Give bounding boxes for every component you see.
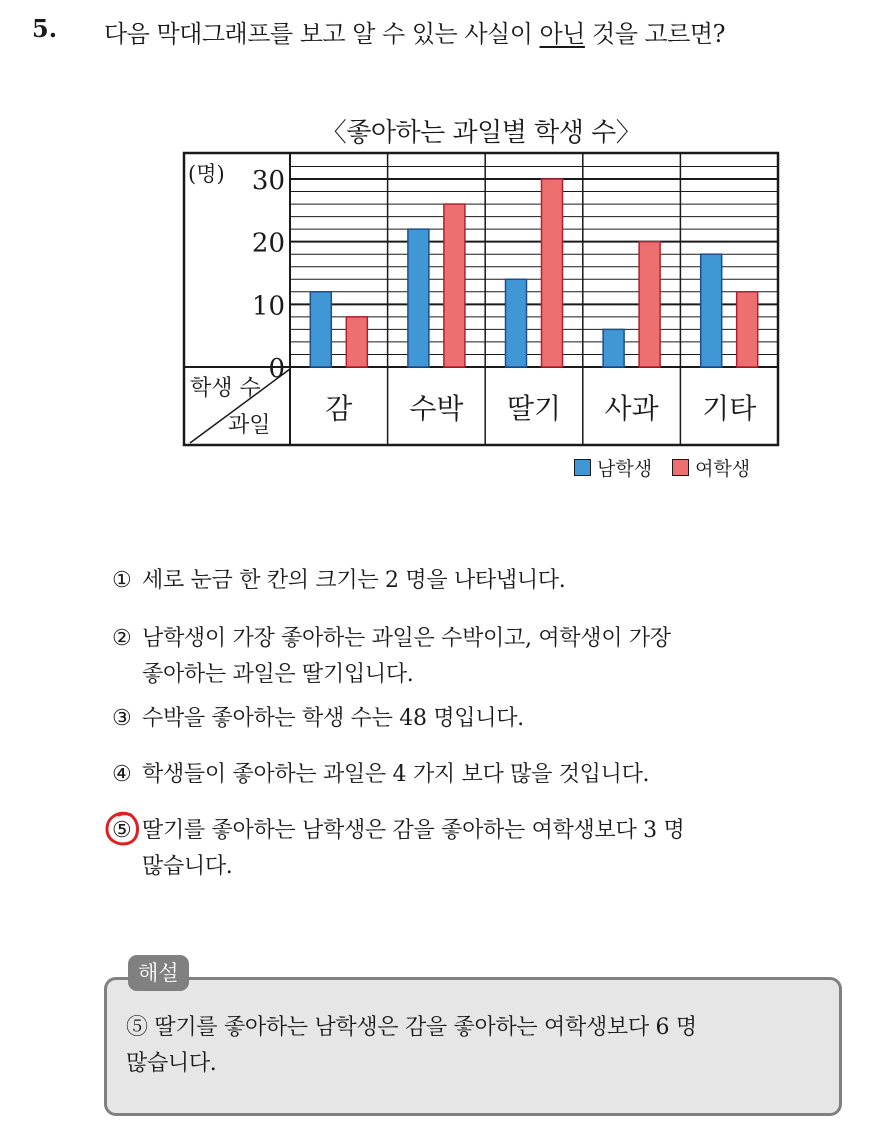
bar-boys xyxy=(310,292,331,367)
question-text-before: 다음 막대그래프를 보고 알 수 있는 사실이 xyxy=(104,20,540,48)
x-tick-label: 사과 xyxy=(604,392,659,425)
legend-label-boys: 남학생 xyxy=(597,458,653,480)
x-tick-label: 감 xyxy=(325,392,353,425)
y-tick-label: 20 xyxy=(251,228,285,259)
option-4-symbol: ④ xyxy=(112,762,132,787)
question-text-after: 것을 고르면? xyxy=(584,20,725,48)
option-5-symbol: ⑤ xyxy=(112,818,132,843)
corner-label-bottom: 과일 xyxy=(228,413,271,438)
question-number: 5. xyxy=(32,14,58,43)
x-tick-label: 딸기 xyxy=(506,392,562,425)
bar-chart xyxy=(0,0,884,500)
option-1-text: 세로 눈금 한 칸의 크기는 2 명을 나타냅니다. xyxy=(142,568,566,593)
y-tick-label: 10 xyxy=(251,291,285,322)
bar-boys xyxy=(603,329,624,367)
y-tick-label: 30 xyxy=(251,166,285,196)
option-4[interactable] xyxy=(112,757,649,793)
bar-girls xyxy=(737,292,758,367)
legend-swatch-girls xyxy=(672,459,689,476)
explanation-line-2: 많습니다. xyxy=(126,1051,217,1076)
option-2[interactable] xyxy=(112,621,671,693)
explanation-line-1: ⑤ 딸기를 좋아하는 남학생은 감을 좋아하는 여학생보다 6 명 xyxy=(126,1015,697,1040)
bar-boys xyxy=(701,254,722,367)
unit-label: (명) xyxy=(188,162,225,186)
answer-circle-mark xyxy=(103,809,143,849)
explanation-text xyxy=(126,1010,826,1082)
bar-girls xyxy=(639,242,660,367)
bar-boys xyxy=(506,279,527,367)
option-5-text-line1: 딸기를 좋아하는 남학생은 감을 좋아하는 여학생보다 3 명 xyxy=(142,818,685,843)
corner-label-top: 학생 수 xyxy=(190,376,261,401)
explanation-tag: 해설 xyxy=(128,955,189,991)
option-3-text: 수박을 좋아하는 학생 수는 48 명입니다. xyxy=(142,706,524,731)
legend-swatch-boys xyxy=(574,459,591,476)
option-2-symbol: ② xyxy=(112,626,132,651)
option-5-text-line2: 많습니다. xyxy=(142,854,233,879)
option-1-symbol: ① xyxy=(112,568,132,593)
option-2-text-line1: 남학생이 가장 좋아하는 과일은 수박이고, 여학생이 가장 xyxy=(142,626,671,651)
option-2-text-line2: 좋아하는 과일은 딸기입니다. xyxy=(142,662,414,687)
y-tick-label: 0 xyxy=(268,354,285,384)
option-1[interactable] xyxy=(112,563,565,599)
option-3[interactable] xyxy=(112,701,524,737)
x-tick-label: 수박 xyxy=(409,392,464,425)
bar-girls xyxy=(542,179,563,367)
option-3-symbol: ③ xyxy=(112,706,132,731)
bar-girls xyxy=(346,317,367,367)
bar-boys xyxy=(408,229,429,367)
legend-label-girls: 여학생 xyxy=(695,458,751,480)
bar-girls xyxy=(444,204,465,367)
option-4-text: 학생들이 좋아하는 과일은 4 가지 보다 많을 것입니다. xyxy=(142,762,650,787)
chart-legend xyxy=(574,454,750,481)
option-5[interactable] xyxy=(112,813,684,885)
question-text-underlined: 아닌 xyxy=(539,20,585,48)
x-tick-label: 기타 xyxy=(702,392,757,425)
chart-title: 〈좋아하는 과일별 학생 수〉 xyxy=(320,118,642,148)
